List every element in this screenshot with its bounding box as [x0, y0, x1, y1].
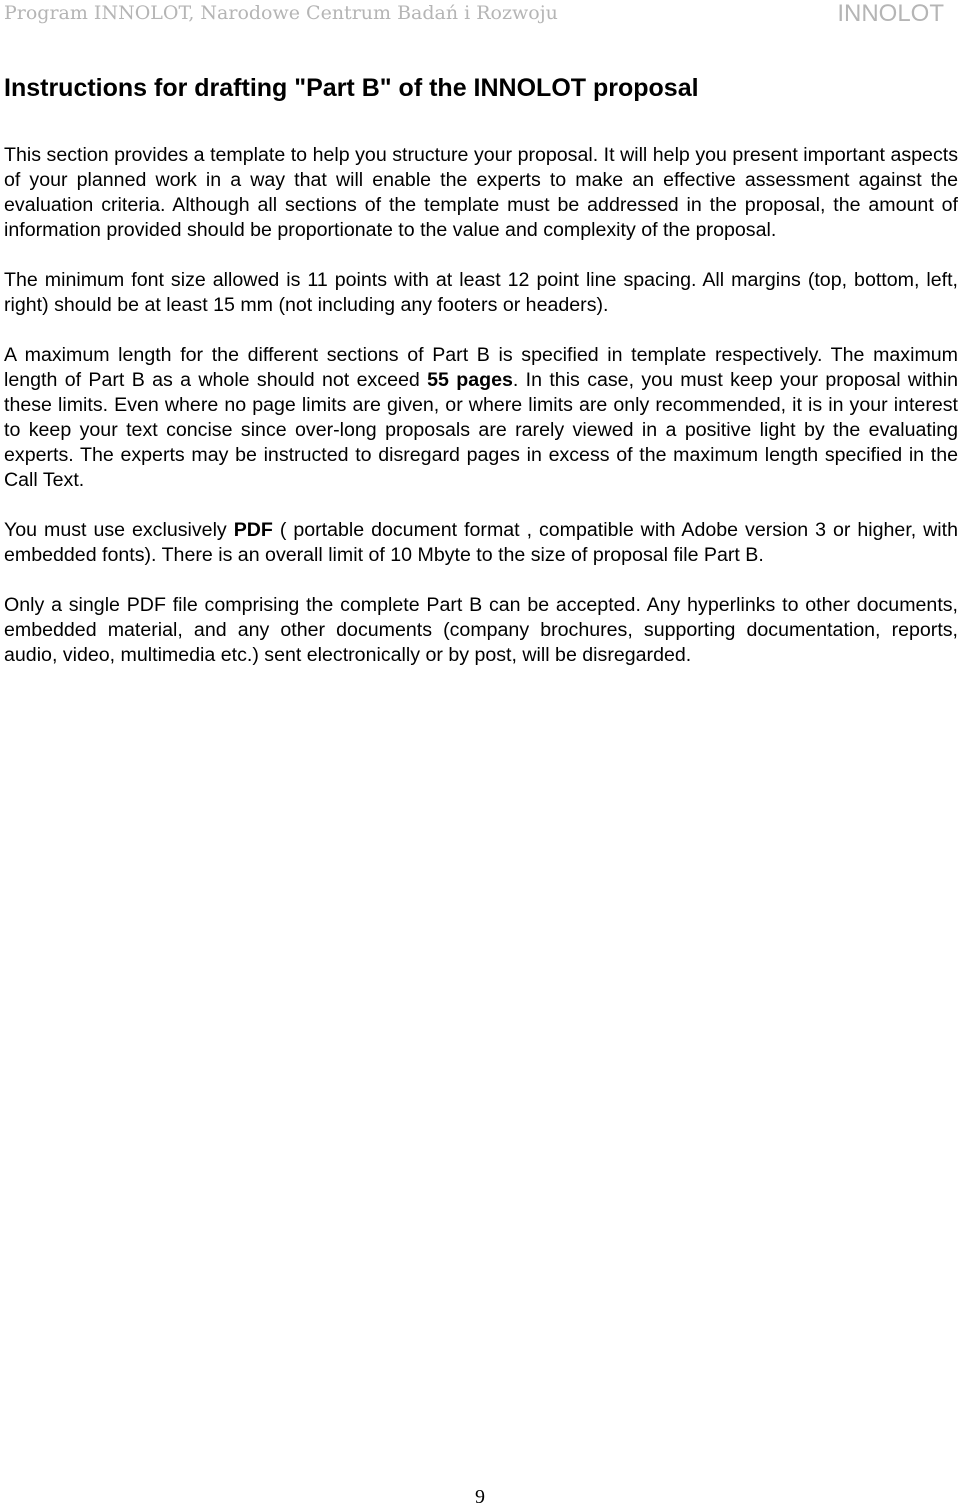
pdf-emphasis: PDF — [233, 519, 273, 541]
page-number: 9 — [475, 1486, 485, 1508]
paragraph-pdf-text-after: ( portable document format , compatible with Adobe version 3 or higher, with embedded fonts). There is an overall limit of 10 Mbyte to the size of proposal file Part B. — [4, 519, 959, 566]
page-title: Instructions for drafting "Part B" of the INNOLOT proposal — [4, 74, 699, 102]
paragraph-maximum-length — [4, 343, 958, 493]
document-body — [4, 66, 958, 693]
paragraph-maximum-length-text-before: A maximum length for the different sections of Part B is specified in template respectively. The maximum length of Part B as a whole should not exceed — [4, 344, 958, 391]
page-header — [0, 0, 960, 40]
page-limit-emphasis: 55 pages — [427, 369, 513, 391]
paragraph-font-margins: The minimum font size allowed is 11 points with at least 12 point line spacing. All margins (top, bottom, left, right) should be at least 15 mm (not including any footers or headers). — [4, 269, 958, 316]
paragraph-pdf-text-before: You must use exclusively — [4, 519, 234, 541]
paragraph-single-file: Only a single PDF file comprising the complete Part B can be accepted. Any hyperlinks to other documents, embedded material, and any other documents (company brochures, supporting documentation, reports, audio, video, multimedia etc.) sent electronically or by post, will be disregarded. — [4, 594, 958, 666]
header-innolot-text: INNOLOT — [837, 0, 944, 27]
header-program-text: Program INNOLOT, Narodowe Centrum Badań i Rozwoju — [4, 2, 558, 24]
paragraph-pdf-format — [4, 518, 958, 568]
paragraph-intro: This section provides a template to help you structure your proposal. It will help you present important aspects of your planned work in a way that will enable the experts to make an effective assessment against the evaluation criteria. Although all sections of the template must be addressed in the proposal, the amount of information provided should be proportionate to the value and complexity of the proposal. — [4, 144, 958, 241]
paragraph-maximum-length-text-after: . In this case, you must keep your proposal within these limits. Even where no page limits are given, or where limits are only recommended, it is in your interest to keep your text concise since over-long proposals are rarely viewed in a positive light by the evaluating experts. The experts may be instructed to disregard pages in excess of the maximum length specified in the Call Text. — [4, 369, 958, 491]
